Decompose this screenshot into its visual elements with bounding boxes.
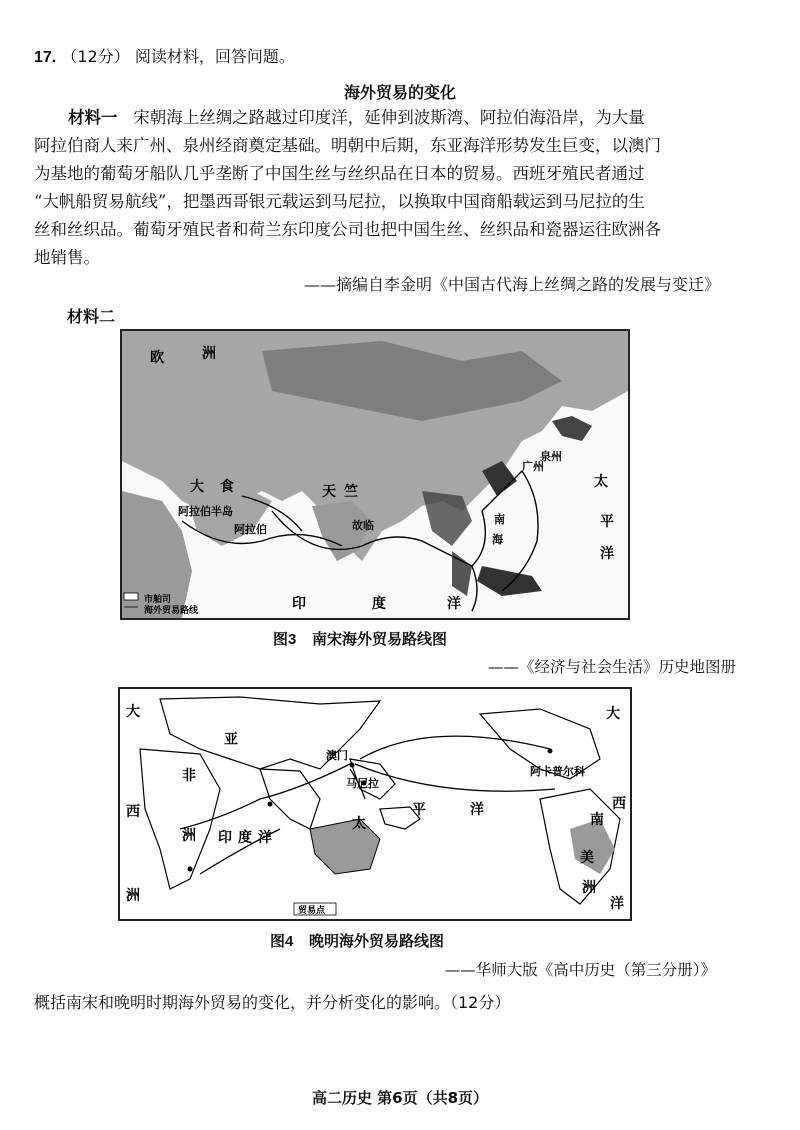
figure4-caption <box>270 930 444 951</box>
map2-label: 洲 <box>126 888 140 904</box>
map1-label: 南 <box>494 513 505 526</box>
map1-label: 度 <box>372 596 386 612</box>
material1-source: ——摘编自李金明《中国古代海上丝绸之路的发展与变迁》 <box>303 275 720 294</box>
map2-label: 非 <box>182 768 196 784</box>
map2-label: 澳门 <box>326 749 348 762</box>
material1-line: 阿拉伯商人来广州、泉州经商奠定基础。明朝中后期，东亚海洋形势发生巨变，以澳门 <box>34 136 661 155</box>
map1-label: 洲 <box>202 346 216 362</box>
map1-label: 泉州 <box>540 450 562 463</box>
figure3-title: 南宋海外贸易路线图 <box>312 630 448 648</box>
map2-label: 平 <box>412 802 426 818</box>
map2-label: 印 <box>218 830 232 846</box>
question-header <box>34 44 295 67</box>
figure4-title: 晚明海外贸易路线图 <box>309 932 445 950</box>
material1-paragraph <box>34 104 770 272</box>
material1-line: 宋朝海上丝绸之路越过印度洋，延伸到波斯湾、阿拉伯海沿岸，为大量 <box>133 108 645 127</box>
map1-legend-item: 市舶司 <box>144 595 172 605</box>
map2-label: 大 <box>126 704 140 720</box>
map2-label: 洋 <box>470 802 484 818</box>
map2-label: 西 <box>126 804 140 820</box>
map2-label: 洲 <box>182 828 196 844</box>
map1-label: 阿拉伯 <box>234 523 267 536</box>
map1-label: 印 <box>292 596 306 612</box>
map1-label: 洋 <box>447 596 461 612</box>
map2-label: 阿卡普尔科 <box>530 765 585 778</box>
map2-label: 西 <box>612 796 626 812</box>
map1-label: 大 <box>190 479 204 495</box>
map1-label: 海 <box>492 533 503 546</box>
map1-label: 故临 <box>352 519 374 532</box>
material1-line: 为基地的葡萄牙船队几乎垄断了中国生丝与丝织品在日本的贸易。西班牙殖民者通过 <box>34 164 645 183</box>
figure4-source: ——华师大版《高中历史（第三分册）》 <box>444 961 716 979</box>
figure3-caption <box>273 628 447 649</box>
map1-label: 阿拉伯半岛 <box>178 505 233 518</box>
map2-terrain <box>120 689 630 919</box>
map1-label: 太 <box>594 474 608 490</box>
map-southern-song-trade <box>120 329 630 620</box>
map2-label: 度 <box>238 830 252 846</box>
figure3-number: 图3 <box>273 631 297 648</box>
map2-label: 太 <box>352 816 366 832</box>
map2-label: 大 <box>606 706 620 722</box>
map1-label: 洋 <box>600 546 614 562</box>
question-instruction: 阅读材料，回答问题。 <box>134 47 295 66</box>
map1-label: 天 <box>322 484 336 500</box>
map1-label: 欧 <box>150 350 164 366</box>
question-prompt: 概括南宋和晚明时期海外贸易的变化，并分析变化的影响。（12分） <box>34 993 511 1012</box>
map1-label: 平 <box>600 514 614 530</box>
material1-line: “大帆船贸易航线”，把墨西哥银元载运到马尼拉，以换取中国商船载运到马尼拉的生 <box>34 192 645 211</box>
material1-line: 丝和丝织品。葡萄牙殖民者和荷兰东印度公司也把中国生丝、丝织品和瓷器运往欧洲各 <box>34 220 661 239</box>
map2-label: 亚 <box>224 732 238 748</box>
question-number: 17. <box>34 49 57 66</box>
map1-legend-item: 海外贸易路线 <box>144 606 199 616</box>
map2-label: 美 <box>580 850 594 866</box>
question-points: （12分） <box>61 47 130 66</box>
map2-legend-item: 贸易点 <box>298 906 326 916</box>
figure3-source: ——《经济与社会生活》历史地图册 <box>487 658 736 676</box>
map1-label: 竺 <box>344 484 358 500</box>
figure4-number: 图4 <box>270 933 294 950</box>
map1-terrain <box>122 331 628 618</box>
map1-label: 食 <box>220 479 234 495</box>
map2-label: 南 <box>590 812 604 828</box>
map-late-ming-trade <box>118 687 632 921</box>
map1-label: 广州 <box>522 460 544 473</box>
section-title: 海外贸易的变化 <box>343 83 456 102</box>
map2-label: 马尼拉 <box>346 777 379 790</box>
map2-label: 洋 <box>610 896 624 912</box>
map2-label: 洲 <box>582 880 596 896</box>
page-footer: 高二历史 第6页（共8页） <box>311 1089 489 1107</box>
map2-label: 洋 <box>258 830 272 846</box>
material1-line: 地销售。 <box>34 248 100 267</box>
material1-label: 材料一 <box>68 108 118 127</box>
material2-label: 材料二 <box>67 307 116 326</box>
